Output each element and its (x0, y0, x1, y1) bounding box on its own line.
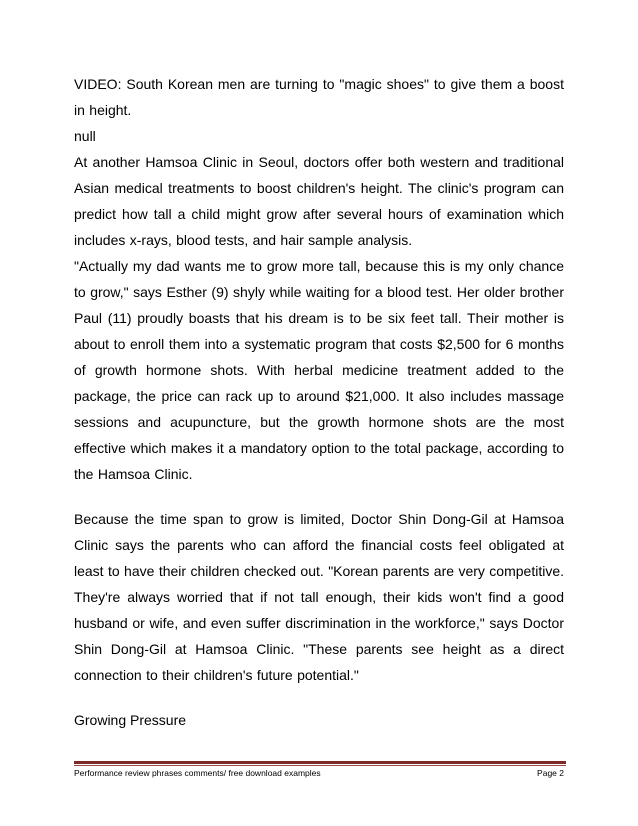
paragraph-null: null (74, 128, 96, 144)
footer-title: Performance review phrases comments/ free download examples (74, 768, 321, 778)
section-heading: Growing Pressure (74, 712, 187, 728)
paragraph-hamsoa-clinic: At another Hamsoa Clinic in Seoul, doctors offer both western and traditional Asian medical treatments to boost children's height. The clinic's program can predict how tall a child might grow after several hours of examination which includes x-rays, blood tests, and hair sample analysis. (74, 154, 564, 248)
page-footer (74, 766, 564, 780)
page-number: Page 2 (537, 768, 564, 778)
paragraph-esther-quote: "Actually my dad wants me to grow more tall, because this is my only chance to grow," says Esther (9) shyly while waiting for a blood test. Her older brother Paul (11) proudly boasts that his dream is to be six feet tall. Their mother is about to enroll them into a systematic program that costs $2,500 for 6 months of growth hormone shots. With herbal medicine treatment added to the package, the price can rack up to around $21,000. It also includes massage sessions and acupuncture, but the growth hormone shots are the most effective which makes it a mandatory option to the total package, according to the Hamsoa Clinic. (74, 258, 564, 482)
footer-divider (74, 761, 566, 764)
paragraph-doctor-shin: Because the time span to grow is limited, Doctor Shin Dong-Gil at Hamsoa Clinic says the parents who can afford the financial costs feel obligated at least to have their children checked out. "Korean parents are very competitive. They're always worried that if not tall enough, their kids won't find a good husband or wife, and even suffer discrimination in the workforce," says Doctor Shin Dong-Gil at Hamsoa Clinic. "These parents see height as a direct connection to their children's future potential." (74, 511, 564, 683)
paragraph-video-caption: VIDEO: South Korean men are turning to "magic shoes" to give them a boost in height. (74, 76, 564, 118)
article-body (74, 71, 564, 733)
